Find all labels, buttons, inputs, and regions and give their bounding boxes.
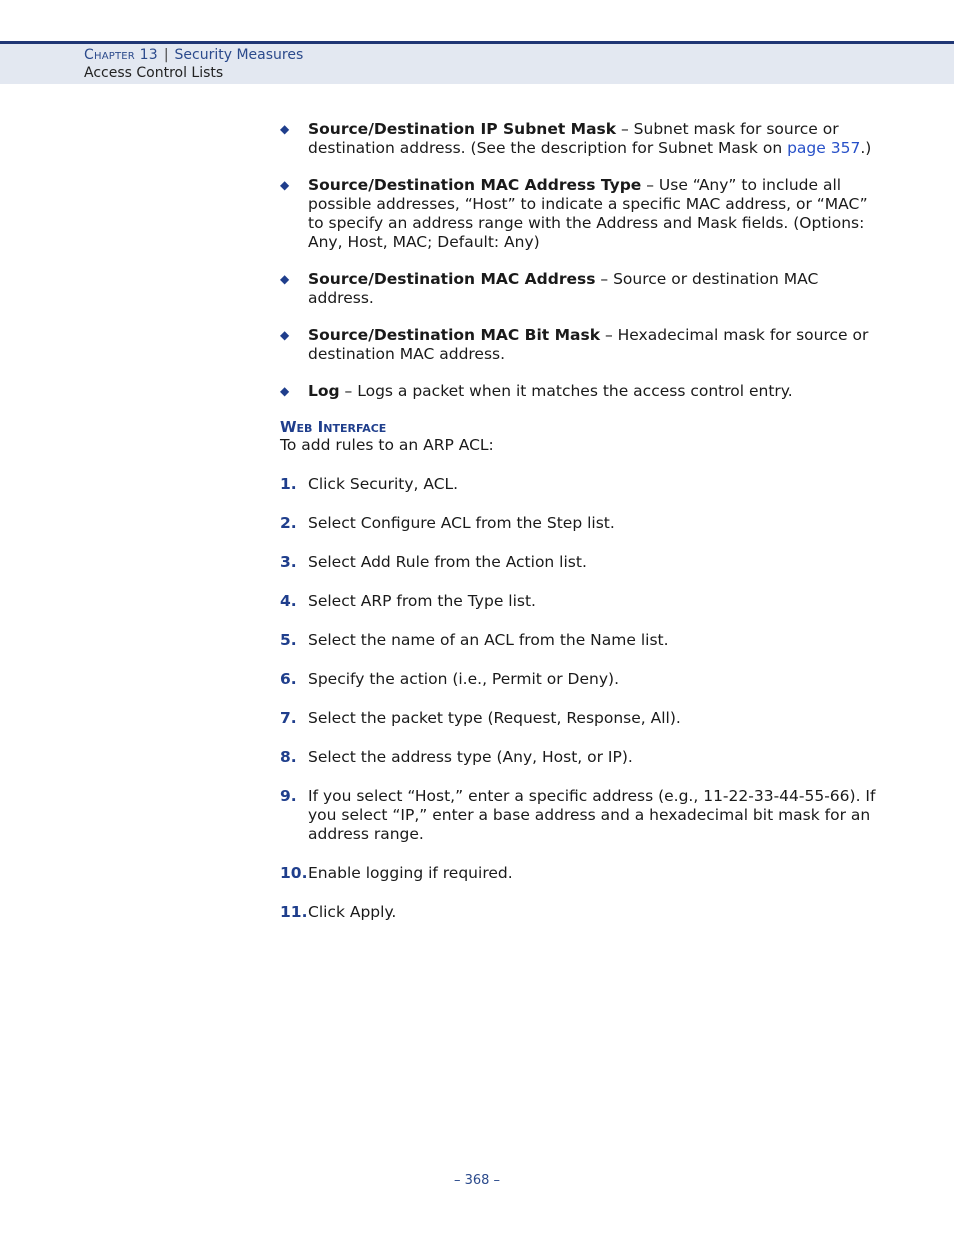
step-text: Select ARP from the Type list. bbox=[308, 592, 536, 610]
main-content bbox=[280, 120, 880, 942]
chapter-title: Security Measures bbox=[174, 47, 304, 63]
step-item bbox=[280, 748, 880, 767]
diamond-bullet-icon: ◆ bbox=[280, 272, 290, 286]
step-text: Select Configure ACL from the Step list. bbox=[308, 514, 615, 532]
bullet-text: – Source or destination MAC address. bbox=[308, 270, 819, 307]
step-item bbox=[280, 864, 880, 883]
step-text: Enable logging if required. bbox=[308, 864, 513, 882]
bullet-text: – Logs a packet when it matches the access control entry. bbox=[339, 382, 793, 400]
step-text: Select the address type (Any, Host, or IP). bbox=[308, 748, 633, 766]
chapter-label: Chapter 13 bbox=[84, 47, 158, 63]
step-item bbox=[280, 592, 880, 611]
bullet-text: – Hexadecimal mask for source or destination MAC address. bbox=[308, 326, 869, 363]
step-text: Select the packet type (Request, Response, All). bbox=[308, 709, 681, 727]
bullet-text: – Use “Any” to include all possible addresses, “Host” to indicate a specific MAC address, or “MAC” to specify an address range with the Address and Mask fields. (Options: Any, Host, MAC; Default: Any) bbox=[308, 176, 868, 251]
step-number: 10. bbox=[280, 864, 308, 882]
step-text: Select Add Rule from the Action list. bbox=[308, 553, 587, 571]
step-number: 1. bbox=[280, 475, 297, 493]
bullet-item-log bbox=[280, 382, 880, 401]
step-text: Click Apply. bbox=[308, 903, 397, 921]
step-number: 11. bbox=[280, 903, 308, 921]
step-number: 4. bbox=[280, 592, 297, 610]
bullet-text-end: .) bbox=[860, 139, 872, 157]
diamond-bullet-icon: ◆ bbox=[280, 328, 290, 342]
step-item bbox=[280, 631, 880, 650]
step-item bbox=[280, 670, 880, 689]
step-number: 2. bbox=[280, 514, 297, 532]
step-item bbox=[280, 553, 880, 572]
step-text: Specify the action (i.e., Permit or Deny). bbox=[308, 670, 619, 688]
diamond-bullet-icon: ◆ bbox=[280, 122, 290, 136]
step-item bbox=[280, 514, 880, 533]
bullet-term: Source/Destination MAC Address bbox=[308, 270, 596, 288]
step-number: 8. bbox=[280, 748, 297, 766]
step-text: Click Security, ACL. bbox=[308, 475, 459, 493]
bullet-term: Source/Destination IP Subnet Mask bbox=[308, 120, 617, 138]
bullet-term: Source/Destination MAC Bit Mask bbox=[308, 326, 601, 344]
step-text: Select the name of an ACL from the Name list. bbox=[308, 631, 669, 649]
intro-text: To add rules to an ARP ACL: bbox=[280, 436, 494, 454]
step-number: 5. bbox=[280, 631, 297, 649]
step-item bbox=[280, 903, 880, 922]
step-item bbox=[280, 709, 880, 728]
step-number: 7. bbox=[280, 709, 297, 727]
step-text: If you select “Host,” enter a specific address (e.g., 11-22-33-44-55-66). If you select “IP,” enter a base address and a hexadecimal bit mask for an address range. bbox=[308, 787, 876, 843]
section-heading-web-interface: Web Interface bbox=[280, 418, 387, 436]
step-item bbox=[280, 475, 880, 494]
section-title: Access Control Lists bbox=[84, 65, 224, 81]
bullet-term: Log bbox=[308, 382, 340, 400]
header-chapter-line bbox=[84, 47, 303, 63]
step-number: 6. bbox=[280, 670, 297, 688]
bullet-item-mac-address bbox=[280, 270, 880, 308]
bullet-text: – Subnet mask for source or destination address. (See the description for Subnet Mask on bbox=[308, 120, 839, 157]
bullet-item-mac-bit-mask bbox=[280, 326, 880, 364]
step-number: 3. bbox=[280, 553, 297, 571]
page-number: – 368 – bbox=[453, 1173, 501, 1188]
diamond-bullet-icon: ◆ bbox=[280, 384, 290, 398]
bullet-item-mac-address-type bbox=[280, 176, 880, 252]
step-item bbox=[280, 787, 880, 844]
step-number: 9. bbox=[280, 787, 297, 805]
bullet-term: Source/Destination MAC Address Type bbox=[308, 176, 642, 194]
header-separator: | bbox=[163, 47, 169, 63]
page-header bbox=[0, 41, 954, 84]
page-link[interactable]: page 357 bbox=[787, 139, 861, 157]
diamond-bullet-icon: ◆ bbox=[280, 178, 290, 192]
bullet-item-ip-subnet-mask bbox=[280, 120, 880, 158]
